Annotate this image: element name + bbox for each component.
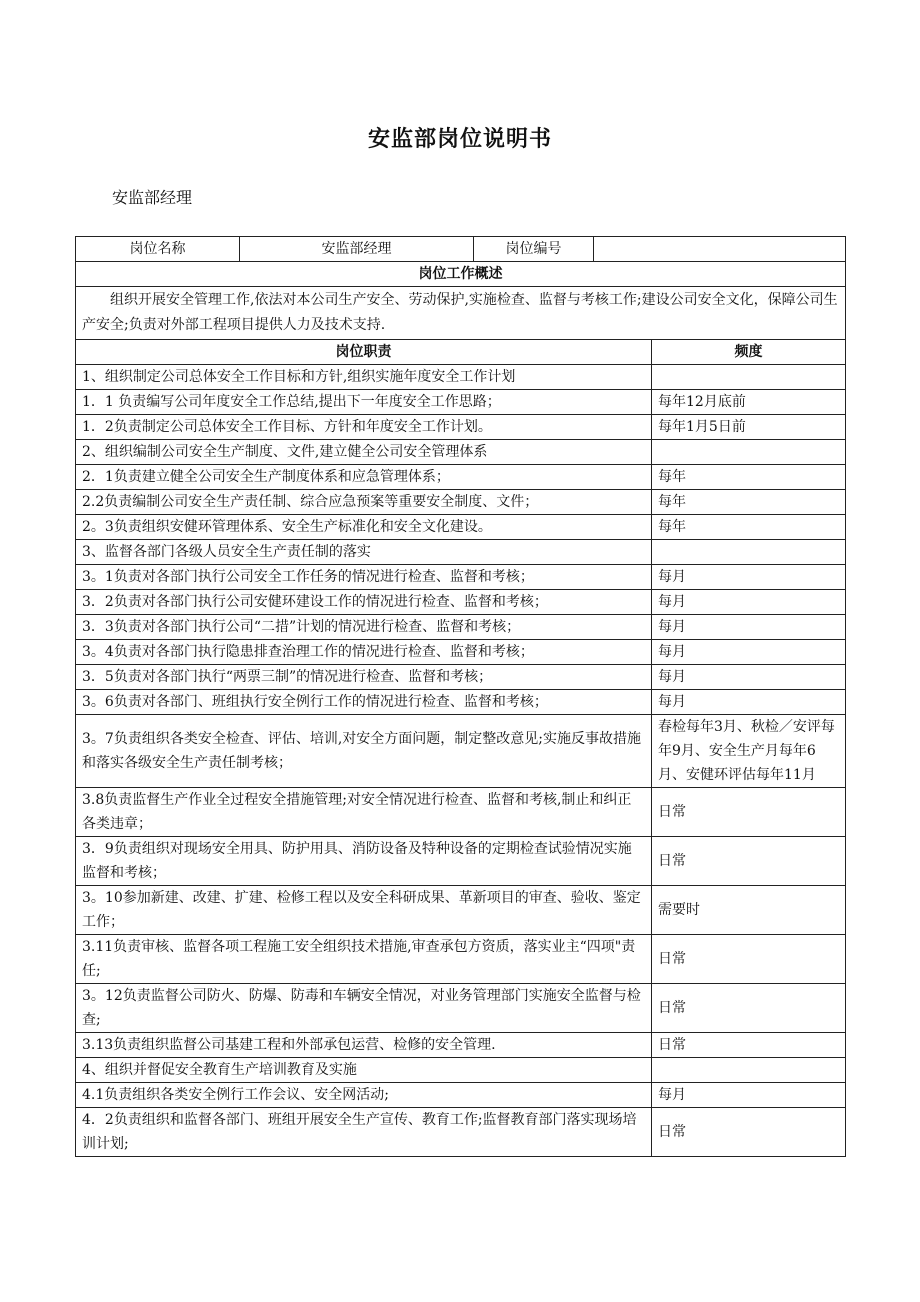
- duty-row: [76, 615, 846, 640]
- duty-row: [76, 490, 846, 515]
- duty-frequency: 日常: [652, 1033, 846, 1058]
- duty-column-header: 岗位职责: [76, 340, 652, 365]
- section-title: 3、监督各部门各级人员安全生产责任制的落实: [76, 540, 652, 565]
- duty-text: 3。4负责对各部门执行隐患排查治理工作的情况进行检查、监督和考核；: [76, 640, 652, 665]
- section-frequency-cell: [652, 540, 846, 565]
- duty-text: 1．1 负责编写公司年度安全工作总结,提出下一年度安全工作思路；: [76, 390, 652, 415]
- section-row: [76, 540, 846, 565]
- duty-row: [76, 1108, 846, 1157]
- duty-text: 3．3负责对各部门执行公司“二措”计划的情况进行检查、监督和考核；: [76, 615, 652, 640]
- duty-text: 3．2负责对各部门执行公司安健环建设工作的情况进行检查、监督和考核；: [76, 590, 652, 615]
- duty-text: 2。3负责组织安健环管理体系、安全生产标准化和安全文化建设。: [76, 515, 652, 540]
- duty-text: 3。10参加新建、改建、扩建、检修工程以及安全科研成果、革新项目的审查、验收、鉴定工作；: [76, 886, 652, 935]
- duty-text: 3．5负责对各部门执行“两票三制”的情况进行检查、监督和考核；: [76, 665, 652, 690]
- header-row: [76, 237, 846, 262]
- duty-frequency: 日常: [652, 1108, 846, 1157]
- overview-heading: 岗位工作概述: [76, 262, 846, 287]
- duty-row: [76, 788, 846, 837]
- duty-text: 3.11负责审核、监督各项工程施工安全组织技术措施,审查承包方资质，落实业主“四项"责任;: [76, 935, 652, 984]
- duty-row: [76, 415, 846, 440]
- section-title: 2、组织编制公司安全生产制度、文件,建立健全公司安全管理体系: [76, 440, 652, 465]
- duty-text: 2.2负责编制公司安全生产责任制、综合应急预案等重要安全制度、文件；: [76, 490, 652, 515]
- duty-row: [76, 590, 846, 615]
- section-title: 4、组织并督促安全教育生产培训教育及实施: [76, 1058, 652, 1083]
- duty-row: [76, 665, 846, 690]
- duty-frequency: 日常: [652, 788, 846, 837]
- duty-frequency: 每年1月5日前: [652, 415, 846, 440]
- section-row: [76, 440, 846, 465]
- duty-text: 3.13负责组织监督公司基建工程和外部承包运营、检修的安全管理.: [76, 1033, 652, 1058]
- duty-frequency: 日常: [652, 984, 846, 1033]
- duty-frequency: 需要时: [652, 886, 846, 935]
- duty-row: [76, 390, 846, 415]
- duty-row: [76, 1033, 846, 1058]
- duty-frequency: 每年12月底前: [652, 390, 846, 415]
- duty-row: [76, 984, 846, 1033]
- duty-frequency: 日常: [652, 935, 846, 984]
- duty-row: [76, 886, 846, 935]
- section-row: [76, 365, 846, 390]
- duty-text: 4．2负责组织和监督各部门、班组开展安全生产宣传、教育工作;监督教育部门落实现场培训计划;: [76, 1108, 652, 1157]
- duty-frequency: 每月: [652, 565, 846, 590]
- duty-row: [76, 935, 846, 984]
- duty-row: [76, 565, 846, 590]
- duty-row: [76, 690, 846, 715]
- duty-text: 3。6负责对各部门、班组执行安全例行工作的情况进行检查、监督和考核；: [76, 690, 652, 715]
- duty-text: 3。12负责监督公司防火、防爆、防毒和车辆安全情况，对业务管理部门实施安全监督与检查;: [76, 984, 652, 1033]
- section-frequency-cell: [652, 440, 846, 465]
- duty-text: 4.1负责组织各类安全例行工作会议、安全网活动;: [76, 1083, 652, 1108]
- columns-header-row: [76, 340, 846, 365]
- duty-frequency: 每月: [652, 665, 846, 690]
- duty-row: [76, 515, 846, 540]
- duty-row: [76, 1083, 846, 1108]
- duty-frequency: 每年: [652, 490, 846, 515]
- post-name-value: 安监部经理: [240, 237, 474, 262]
- duty-row: [76, 465, 846, 490]
- duty-frequency: 每月: [652, 615, 846, 640]
- duty-text: 3．9负责组织对现场安全用具、防护用具、消防设备及特种设备的定期检查试验情况实施监督和考核；: [76, 837, 652, 886]
- overview-text: 组织开展安全管理工作,依法对本公司生产安全、劳动保护,实施检查、监督与考核工作;建设公司安全文化，保障公司生产安全;负责对外部工程项目提供人力及技术支持.: [76, 287, 846, 340]
- duty-text: 2．1负责建立健全公司安全生产制度体系和应急管理体系；: [76, 465, 652, 490]
- duty-frequency: 每月: [652, 640, 846, 665]
- duty-row: [76, 837, 846, 886]
- duty-frequency: 每年: [652, 465, 846, 490]
- duty-text: 3。1负责对各部门执行公司安全工作任务的情况进行检查、监督和考核；: [76, 565, 652, 590]
- duty-frequency: 春检每年3月、秋检／安评每年9月、安全生产月每年6月、安健环评估每年11月: [652, 715, 846, 788]
- duty-text: 3。7负责组织各类安全检查、评估、培训,对安全方面问题，制定整改意见;实施反事故措施和落实各级安全生产责任制考核；: [76, 715, 652, 788]
- section-frequency-cell: [652, 1058, 846, 1083]
- duty-frequency: 每月: [652, 690, 846, 715]
- section-title: 1、组织制定公司总体安全工作目标和方针,组织实施年度安全工作计划: [76, 365, 652, 390]
- section-row: [76, 1058, 846, 1083]
- duty-text: 3.8负责监督生产作业全过程安全措施管理;对安全情况进行检查、监督和考核,制止和纠正各类违章；: [76, 788, 652, 837]
- document-title: 安监部岗位说明书: [367, 126, 552, 152]
- post-code-value: [594, 237, 846, 262]
- overview-text-row: [76, 287, 846, 340]
- post-code-label: 岗位编号: [474, 237, 594, 262]
- duty-row: [76, 715, 846, 788]
- duty-frequency: 每年: [652, 515, 846, 540]
- duty-frequency: 每月: [652, 590, 846, 615]
- duty-row: [76, 640, 846, 665]
- post-name-label: 岗位名称: [76, 237, 240, 262]
- duty-frequency: 每月: [652, 1083, 846, 1108]
- frequency-column-header: 频度: [652, 340, 846, 365]
- job-description-table: [75, 236, 846, 1157]
- overview-heading-row: [76, 262, 846, 287]
- duty-frequency: 日常: [652, 837, 846, 886]
- document-subtitle: 安监部经理: [112, 188, 193, 207]
- duty-text: 1．2负责制定公司总体安全工作目标、方针和年度安全工作计划。: [76, 415, 652, 440]
- section-frequency-cell: [652, 365, 846, 390]
